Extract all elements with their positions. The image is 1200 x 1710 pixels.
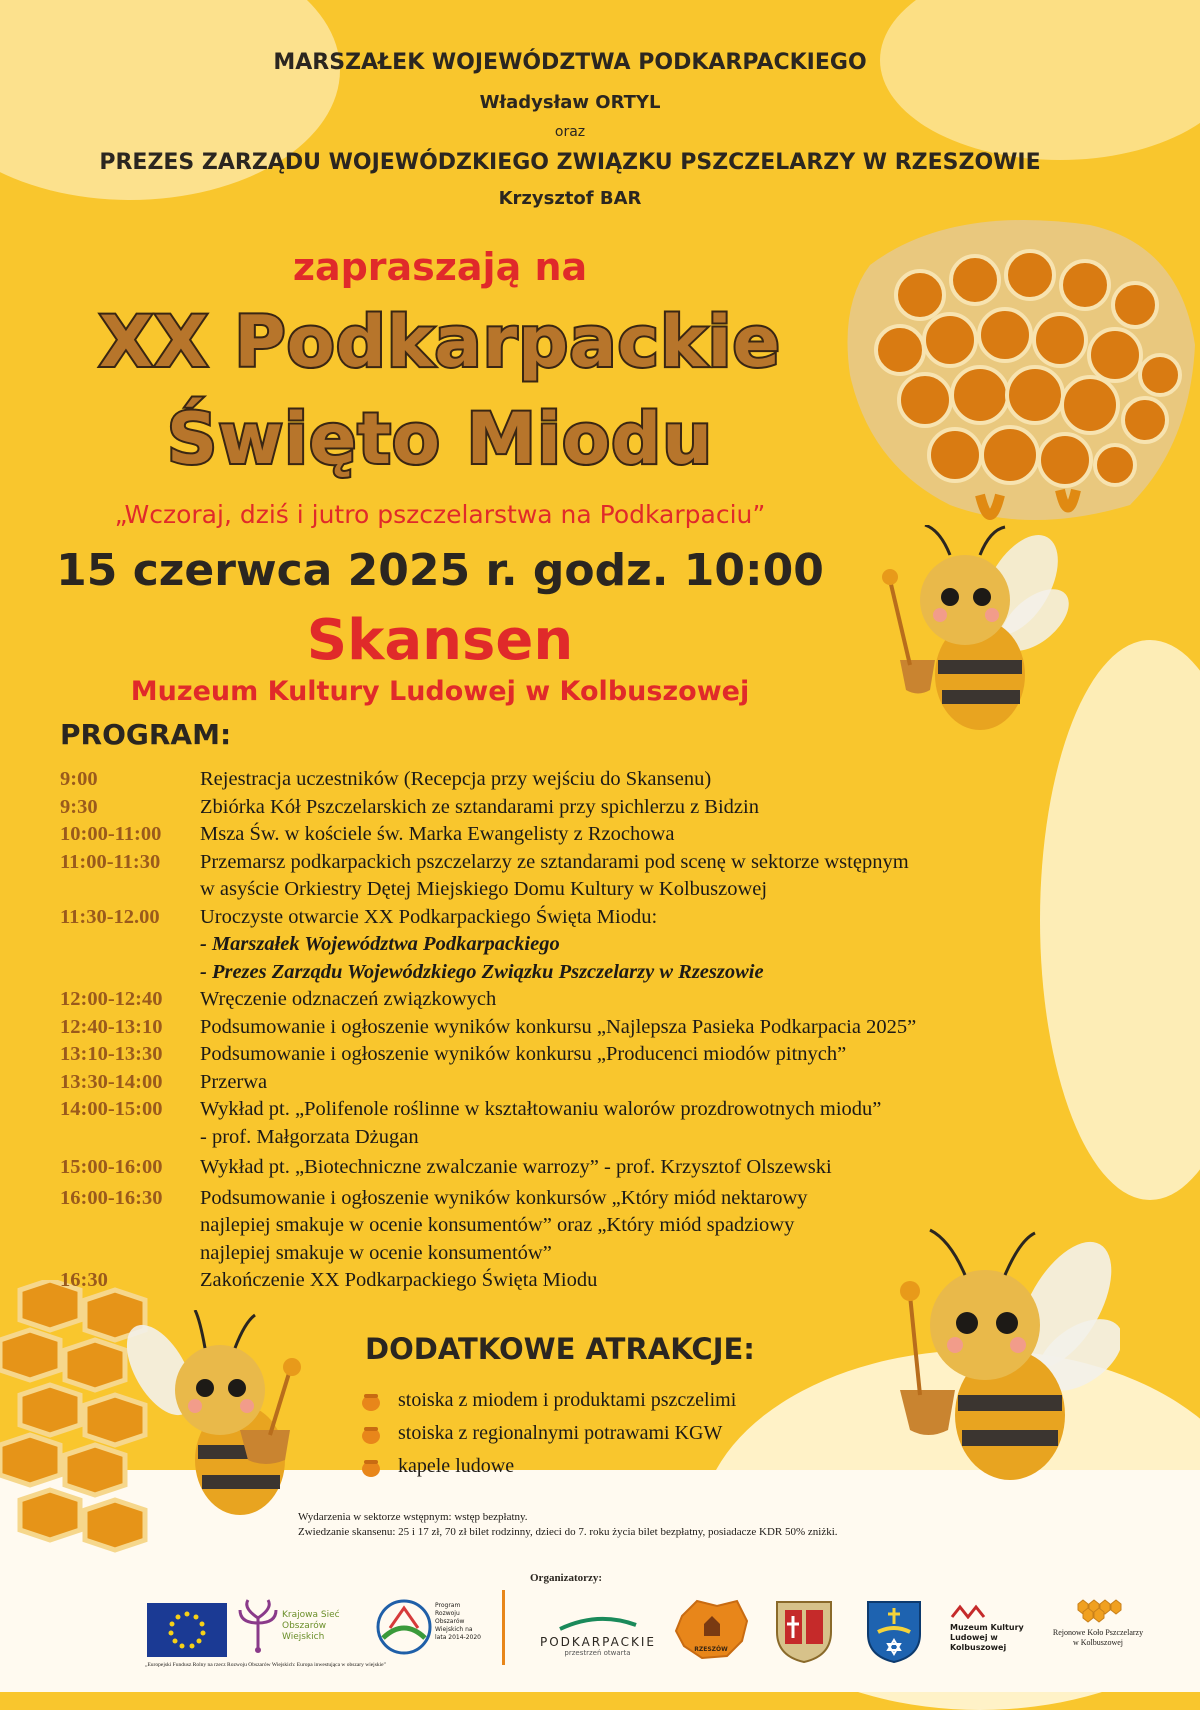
header-line-5: Krzysztof BAR [498,188,642,209]
program-description: Podsumowanie i ogłoszenie wyników konkursu „Najlepsza Pasieka Podkarpacia 2025” [200,1015,917,1038]
podkarpackie-sublabel: przestrzeń otwarta [564,1649,631,1657]
program-time: 12:40-13:10 [60,1015,163,1038]
program-description [200,1185,1120,1268]
program-description: Przerwa [200,1070,268,1093]
program-description: Msza Św. w kościele św. Marka Ewangelisty z Rzochowa [200,823,675,845]
program-description: Wręczenie odznaczeń związkowych [200,988,497,1010]
prow-label: Program Rozwoju Obszarów Wiejskich na lata 2014-2020 [435,1602,481,1641]
program-row [60,1014,1120,1042]
muzeum-logo [950,1603,1040,1663]
program-line: - prof. Małgorzata Dżugan [200,1125,419,1148]
coat-of-arms-icon [773,1598,835,1664]
header-line-3: oraz [554,124,586,140]
invite-text: zapraszają na [292,245,588,289]
commune-crest-icon [864,1598,924,1664]
program-row [60,904,1120,987]
event-title-line-1: XX Podkarpackie [99,301,781,383]
event-date: 15 czerwca 2025 r. godz. 10:00 [56,545,824,596]
program-description: Wykład pt. „Biotechniczne zwalczanie warrozy” - prof. Krzysztof Olszewski [200,1156,832,1178]
rzeszow-label: RZESZÓW [694,1646,728,1653]
organizers-label: Organizatorzy: [530,1572,603,1584]
event-title-line-2: Święto Miodu [166,398,714,480]
program-row [60,849,1120,904]
honey-pot-icon [360,1456,382,1478]
ksow-tree-icon [238,1598,278,1654]
honeycomb-illustration [830,205,1200,535]
program-time: 9:00 [60,768,98,790]
attraction-item [360,1389,736,1412]
program-line: Wykład pt. „Polifenole roślinne w kształtowaniu walorów prozdrowotnych miodu” [200,1098,882,1120]
attraction-item [360,1422,722,1445]
header-line-2: Władysław ORTYL [479,92,661,113]
note-line: Wydarzenia w sektorze wstępnym: wstęp bezpłatny. [298,1511,528,1523]
attractions-heading: DODATKOWE ATRAKCJE: [365,1332,755,1366]
program-time: 13:10-13:30 [60,1043,163,1065]
program-heading: PROGRAM: [60,718,232,751]
venue-title: Skansen [306,608,574,673]
muzeum-roof-icon [950,1603,990,1619]
program-description: Zakończenie XX Podkarpackiego Święta Miodu [200,1269,598,1291]
program-row [60,1069,1120,1097]
attraction-label: stoiska z regionalnymi potrawami KGW [398,1422,723,1444]
attraction-label: kapele ludowe [398,1455,515,1477]
event-motto: „Wczoraj, dziś i jutro pszczelarstwa na Podkarpaciu” [114,500,766,529]
footer-notes [298,1510,838,1540]
program-line: Podsumowanie i ogłoszenie wyników konkursów „Który miód nektarowy [200,1186,808,1209]
honeycomb-small-icon [1073,1598,1123,1624]
eu-stars-icon [147,1603,227,1657]
program-row [60,794,1120,822]
program-line: najlepiej smakuje w ocenie konsumentów” [200,1241,552,1264]
program-description [200,1096,1120,1151]
program-description: Zbiórka Kół Pszczelarskich ze sztandarami przy spichlerzu z Bidzin [200,795,759,818]
program-list [60,766,1120,1295]
ksow-label: Krajowa Sieć Obszarów Wiejskich [282,1610,340,1642]
program-row [60,821,1120,849]
program-description: Rejestracja uczestników (Recepcja przy wejściu do Skansenu) [200,768,712,790]
program-line: - Prezes Zarządu Wojewódzkiego Związku Pszczelarzy w Rzeszowie [200,960,764,983]
program-row [60,1041,1120,1069]
podkarpackie-logo [540,1615,655,1660]
note-line: Zwiedzanie skansenu: 25 i 17 zł, 70 zł bilet rodzinny, dzieci do 7. roku życia bilet bezpłatny, posiadacze KDR 50% zniżki. [298,1526,838,1538]
podkarpackie-swoosh-icon [558,1615,638,1631]
program-line: - Marszałek Województwa Podkarpackiego [200,933,560,955]
program-time: 15:00-16:00 [60,1156,163,1178]
program-row [60,1185,1120,1268]
program-line: najlepiej smakuje w ocenie konsumentów” oraz „Który miód spadziowy [200,1214,795,1236]
program-line: Uroczyste otwarcie XX Podkarpackiego Święta Miodu: [200,905,658,928]
program-description: Podsumowanie i ogłoszenie wyników konkursu „Producenci miodów pitnych” [200,1043,847,1065]
program-time: 16:00-16:30 [60,1186,163,1209]
program-time: 11:00-11:30 [60,850,161,873]
program-row [60,766,1120,794]
prow-logo [375,1598,485,1658]
ksow-logo [238,1598,368,1656]
program-time: 12:00-12:40 [60,988,163,1010]
venue-subtitle: Muzeum Kultury Ludowej w Kolbuszowej [130,676,750,707]
attraction-label: stoiska z miodem i produktami pszczelimi [398,1389,737,1411]
bee-illustration-bottom-left [120,1310,320,1540]
attraction-item [360,1455,514,1478]
rzeszow-county-logo [672,1596,750,1662]
program-description [200,849,1120,904]
program-time: 9:30 [60,795,98,818]
program-time: 13:30-14:00 [60,1070,163,1093]
program-time: 10:00-11:00 [60,823,162,845]
bee-illustration-top [870,525,1080,755]
muzeum-label: Muzeum Kultury Ludowej w Kolbuszowej [950,1623,1024,1652]
header-line-4: PREZES ZARZĄDU WOJEWÓDZKIEGO ZWIĄZKU PSZCZELARZY W RZESZOWIE [99,150,1041,175]
program-time: 11:30-12.00 [60,905,160,928]
program-time: 16:30 [60,1269,108,1291]
beekeepers-club-label: Rejonowe Koło Pszczelarzy w Kolbuszowej [1052,1628,1144,1647]
program-row [60,1096,1120,1151]
honey-pot-icon [360,1423,382,1445]
program-line: Przemarsz podkarpackich pszczelarzy ze sztandarami pod scenę w sektorze wstępnym [200,850,909,873]
beekeepers-club-logo [1052,1598,1144,1666]
honey-pot-icon [360,1390,382,1412]
program-row [60,986,1120,1014]
program-time: 14:00-15:00 [60,1098,163,1120]
prow-emblem-icon [375,1598,433,1656]
program-line: w asyście Orkiestry Dętej Miejskiego Domu Kultury w Kolbuszowej [200,878,768,900]
logo-divider [502,1590,505,1665]
program-row [60,1154,1120,1182]
eu-flag-logo [147,1603,227,1657]
program-row [60,1267,1120,1295]
header-line-1: MARSZAŁEK WOJEWÓDZTWA PODKARPACKIEGO [273,50,867,75]
podkarpackie-label: PODKARPACKIE [540,1635,656,1649]
program-description [200,904,1120,987]
eu-caption: „Europejski Fundusz Rolny na rzecz Rozwoju Obszarów Wiejskich: Europa inwestująca w obszary wiejskie” [145,1662,386,1668]
